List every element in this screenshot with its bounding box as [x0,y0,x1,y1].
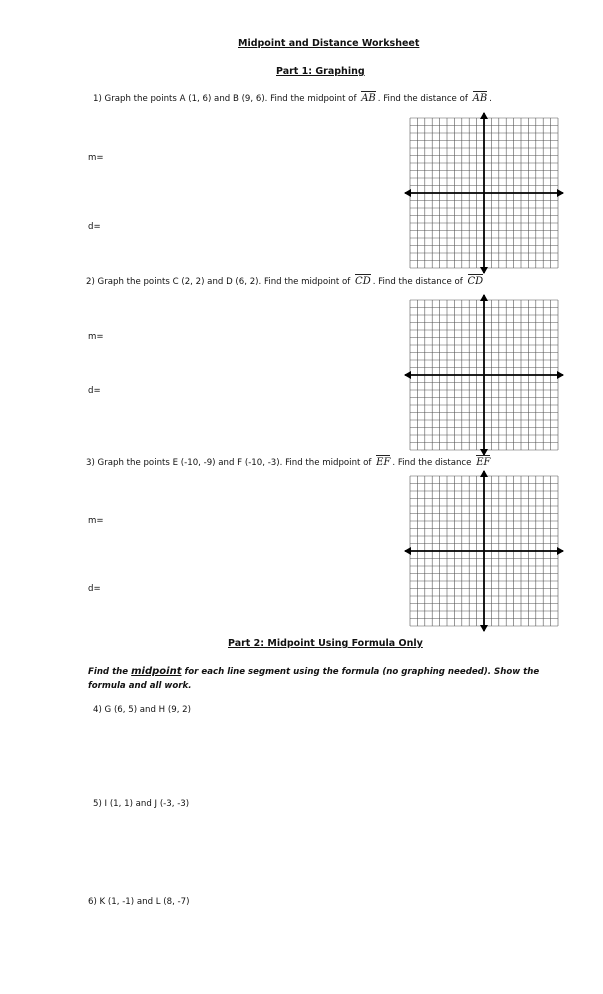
y-axis-up-arrow-icon [480,294,488,301]
question-5: 5) I (1, 1) and J (-3, -3) [93,799,190,809]
coordinate-grid-3[interactable] [404,470,564,632]
question-1-distance-text: . Find the distance of [377,94,468,104]
y-axis-down-arrow-icon [480,625,488,632]
question-6: 6) K (1, -1) and L (8, -7) [88,897,190,907]
x-axis-left-arrow-icon [404,547,411,555]
question-4: 4) G (6, 5) and H (9, 2) [93,705,191,715]
coordinate-grid-2[interactable] [404,294,564,456]
x-axis-right-arrow-icon [557,189,564,197]
y-axis-down-arrow-icon [480,267,488,274]
instructions-rest: for each line segment using the formula (no graphing needed). Show the formula and all work. [88,667,540,691]
q3-distance-label: d= [88,584,101,594]
question-2-distance-text: . Find the distance of [372,277,463,287]
x-axis-right-arrow-icon [557,371,564,379]
segment-ef-label: EF [376,457,391,468]
question-2-text: 2) Graph the points C (2, 2) and D (6, 2). Find the midpoint of [86,277,351,287]
worksheet-title: Midpoint and Distance Worksheet [238,38,420,49]
q1-midpoint-label: m= [88,153,104,163]
question-1-end: . [489,94,492,104]
question-3 [86,458,492,468]
segment-ef-label-2: EF [476,457,491,468]
x-axis-left-arrow-icon [404,189,411,197]
y-axis-up-arrow-icon [480,112,488,119]
question-1 [93,94,492,104]
q1-distance-label: d= [88,222,101,232]
q2-distance-label: d= [88,386,101,396]
part1-title: Part 1: Graphing [276,66,365,77]
segment-ab-label-2: AB [472,93,488,104]
x-axis-left-arrow-icon [404,371,411,379]
q2-midpoint-label: m= [88,332,104,342]
y-axis-up-arrow-icon [480,470,488,477]
segment-ab-label: AB [361,93,376,104]
question-3-distance-text: . Find the distance [392,458,472,468]
instructions-keyword: midpoint [131,666,182,677]
coordinate-grid-1[interactable] [404,112,564,274]
question-1-text: 1) Graph the points A (1, 6) and B (9, 6). Find the midpoint of [93,94,357,104]
part2-title: Part 2: Midpoint Using Formula Only [228,638,423,649]
part2-instructions [88,665,558,693]
instructions-lead: Find the [88,667,129,677]
x-axis-right-arrow-icon [557,547,564,555]
segment-cd-label: CD [355,276,371,287]
segment-cd-label-2: CD [467,276,484,287]
question-2 [86,277,485,287]
question-3-text: 3) Graph the points E (-10, -9) and F (-10, -3). Find the midpoint of [86,458,372,468]
q3-midpoint-label: m= [88,516,104,526]
